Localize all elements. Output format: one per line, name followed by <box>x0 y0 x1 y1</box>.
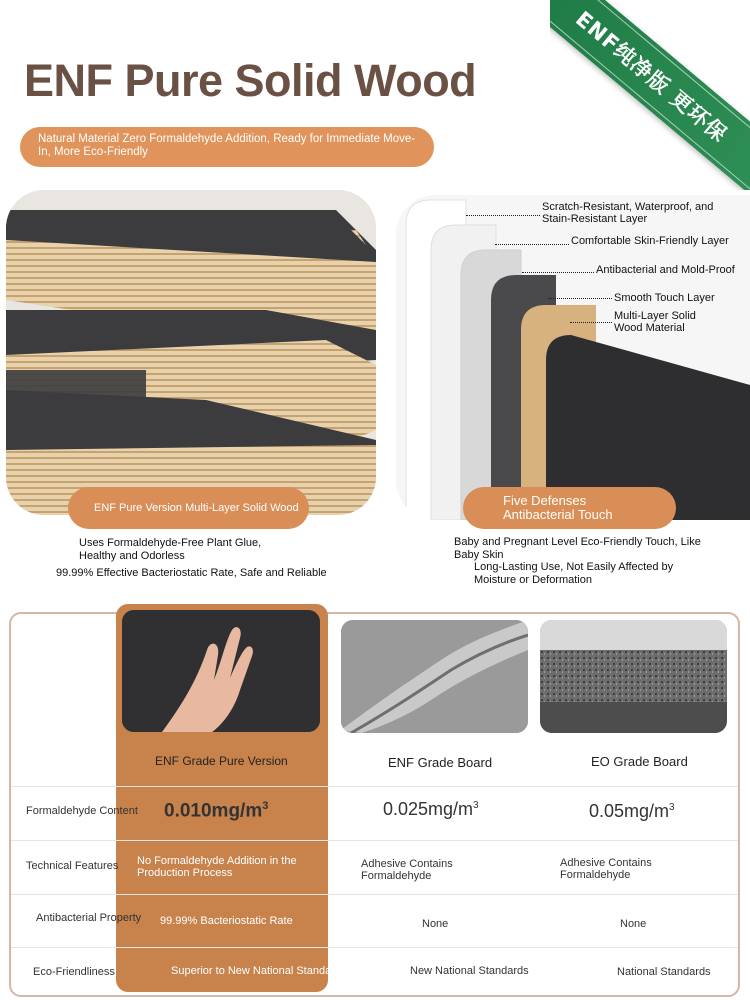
column-header-enf-pure: ENF Grade Pure Version <box>155 754 288 768</box>
layer-label-2: Comfortable Skin-Friendly Layer <box>571 235 729 247</box>
value-text: 0.05mg/m <box>589 801 670 821</box>
value-enf-pure-antibacterial: 99.99% Bacteriostatic Rate <box>160 915 293 927</box>
callout-line-3 <box>522 272 594 273</box>
value-enf-board-antibacterial: None <box>422 918 449 930</box>
left-panel-label <box>68 487 309 529</box>
layer-label-5-text: Multi-Layer Solid Wood Material <box>614 310 696 334</box>
ribbon-border <box>550 0 750 190</box>
left-panel-label-text: ENF Pure Version Multi-Layer Solid Wood <box>94 502 299 514</box>
value-text: 0.025mg/m <box>383 799 474 819</box>
table-divider <box>11 894 738 895</box>
value-eo-board-technical: Adhesive Contains Formaldehyde <box>560 857 652 881</box>
value-eo-board-antibacterial: None <box>620 918 647 930</box>
plywood-illustration <box>6 190 376 515</box>
value-enf-board-eco: New National Standards <box>410 965 529 977</box>
value-enf-pure-formaldehyde <box>164 800 268 822</box>
column-header-enf-board: ENF Grade Board <box>388 755 493 770</box>
eo-board-thumbnail <box>540 620 727 733</box>
value-eo-board-formaldehyde <box>589 801 675 822</box>
ribbon-badge <box>550 0 750 190</box>
page-title: ENF Pure Solid Wood <box>24 55 477 106</box>
callout-line-4 <box>548 298 612 299</box>
value-enf-pure-eco: Superior to New National Standards <box>171 965 347 977</box>
value-enf-pure-technical: No Formaldehyde Addition in the Production Process <box>137 855 297 879</box>
superscript: 3 <box>473 800 479 811</box>
callout-line-1 <box>466 215 540 216</box>
table-divider <box>11 840 738 841</box>
particle-board-illustration <box>540 620 727 733</box>
layer-label-1-text: Scratch-Resistant, Waterproof, and Stain-Resistant Layer <box>542 201 714 225</box>
right-feature-2: Long-Lasting Use, Not Easily Affected by Moisture or Deformation <box>474 561 674 586</box>
plywood-image <box>6 190 376 515</box>
table-divider <box>11 947 738 948</box>
layer-label-4: Smooth Touch Layer <box>614 292 715 304</box>
board-texture-illustration <box>341 620 528 733</box>
right-feature-1: Baby and Pregnant Level Eco-Friendly Touch, Like Baby Skin <box>454 536 701 561</box>
enf-board-thumbnail <box>341 620 528 733</box>
right-panel-label-line2: Antibacterial Touch <box>503 507 613 522</box>
row-label-eco: Eco-Friendliness <box>33 966 115 978</box>
layer-label-3: Antibacterial and Mold-Proof <box>596 264 735 276</box>
hand-touch-illustration <box>122 610 320 732</box>
value-text: 0.010mg/m <box>164 800 263 822</box>
left-feature-2: 99.99% Effective Bacteriostatic Rate, Safe and Reliable <box>56 567 327 579</box>
superscript: 3 <box>262 800 269 812</box>
callout-line-2 <box>495 244 569 245</box>
layer-label-1 <box>542 201 717 225</box>
layer-label-5 <box>614 310 714 334</box>
superscript: 3 <box>669 802 675 813</box>
corner-ribbon <box>550 0 750 190</box>
row-label-antibacterial: Antibacterial Property <box>36 912 142 924</box>
value-enf-board-formaldehyde <box>383 799 479 820</box>
callout-line-5 <box>570 322 612 323</box>
right-panel-label <box>463 487 676 529</box>
value-enf-board-technical: Adhesive Contains Formaldehyde <box>361 858 453 882</box>
value-eo-board-eco: National Standards <box>617 966 711 978</box>
column-header-eo-board: EO Grade Board <box>591 754 688 769</box>
row-label-formaldehyde: Formaldehyde Content <box>26 805 138 817</box>
ribbon-text: ENF纯净版 更环保 <box>571 6 732 147</box>
subtitle-pill <box>20 127 434 167</box>
enf-pure-thumbnail <box>122 610 320 732</box>
subtitle-text: Natural Material Zero Formaldehyde Addition, Ready for Immediate Move-In, More Eco-Friendly <box>38 133 416 158</box>
right-panel-label-line1: Five Defenses <box>503 493 587 508</box>
left-feature-1: Uses Formaldehyde-Free Plant Glue, Healthy and Odorless <box>79 537 262 562</box>
table-divider <box>11 786 738 787</box>
row-label-technical: Technical Features <box>26 860 119 872</box>
